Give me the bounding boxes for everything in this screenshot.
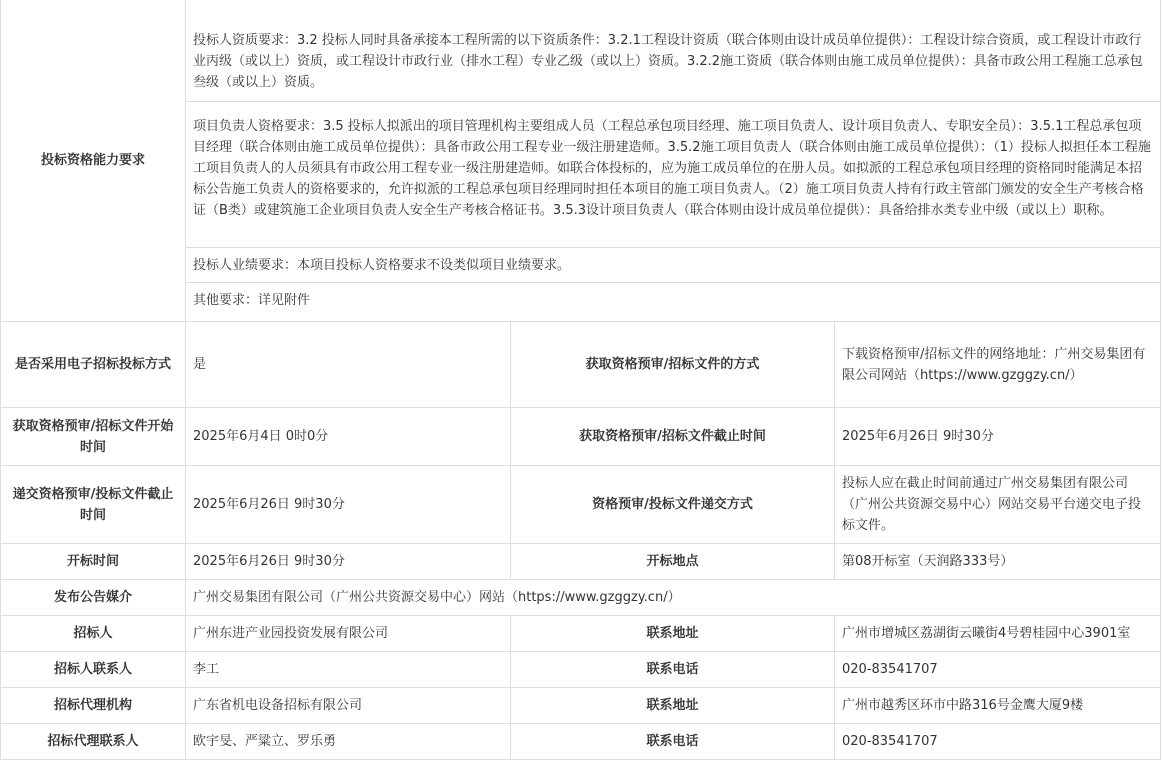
agency-phone-label: 联系电话 bbox=[511, 724, 835, 760]
tenderer-addr-value: 广州市增城区荔湖街云曦街4号碧桂园中心3901室 bbox=[835, 616, 1161, 652]
obtain-method-value: 下载资格预审/招标文件的网络地址：广州交易集团有限公司网站（https://www.gzggzy.cn/） bbox=[835, 322, 1161, 408]
agency-value: 广东省机电设备招标有限公司 bbox=[186, 688, 511, 724]
tenderer-addr-label: 联系地址 bbox=[511, 616, 835, 652]
agency-addr-label: 联系地址 bbox=[511, 688, 835, 724]
open-place-label: 开标地点 bbox=[511, 544, 835, 580]
submit-method-value: 投标人应在截止时间前通过广州交易集团有限公司（广州公共资源交易中心）网站交易平台递交电子投标文件。 bbox=[835, 466, 1161, 544]
media-value: 广州交易集团有限公司（广州公共资源交易中心）网站（https://www.gzggzy.cn/） bbox=[186, 580, 1161, 616]
pm-qual-text: 项目负责人资格要求：3.5 投标人拟派出的项目管理机构主要组成人员（工程总承包项目经理、施工项目负责人、设计项目负责人、专职安全员）：3.5.1工程总承包项目经理（联合体则由施工成员单位提供）：具备市政公用工程专业一级注册建造师。3.5.2施工项目负责人（联合体则由施工成员单位提供）：（1）投标人拟担任本工程施工项目负责人的人员须具有市政公用工程专业一级注册建造师。如联合体投标的，应为施工成员单位的在册人员。如拟派的工程总承包项目经理的资格同时能满足本招标公告施工负责人的资格要求的，允许拟派的工程总承包项目经理同时担任本项目的施工项目负责人。（2）施工项目负责人持有行政主管部门颁发的安全生产考核合格证（B类）或建筑施工企业项目负责人安全生产考核合格证书。3.5.3设计项目负责人（联合体则由设计成员单位提供）：具备给排水类专业中级（或以上）职称。 bbox=[193, 119, 1151, 218]
agency-phone-value: 020-83541707 bbox=[835, 724, 1161, 760]
qualification-content bbox=[186, 0, 1161, 322]
submit-deadline-label: 递交资格预审/投标文件截止时间 bbox=[1, 466, 186, 544]
qualification-row bbox=[1, 0, 1161, 322]
tenderer-contact-value: 李工 bbox=[186, 652, 511, 688]
performance-text: 投标人业绩要求：本项目投标人资格要求不设类似项目业绩要求。 bbox=[193, 258, 571, 273]
tenderer-contact-label: 招标人联系人 bbox=[1, 652, 186, 688]
open-time-value: 2025年6月26日 9时30分 bbox=[186, 544, 511, 580]
agency-row bbox=[1, 688, 1161, 724]
qualification-label: 投标资格能力要求 bbox=[1, 0, 186, 322]
obtain-method-label: 获取资格预审/招标文件的方式 bbox=[511, 322, 835, 408]
submit-deadline-value: 2025年6月26日 9时30分 bbox=[186, 466, 511, 544]
obtain-time-row bbox=[1, 408, 1161, 466]
agency-addr-value: 广州市越秀区环市中路316号金鹰大厦9楼 bbox=[835, 688, 1161, 724]
electronic-row bbox=[1, 322, 1161, 408]
tenderer-label: 招标人 bbox=[1, 616, 186, 652]
tenderer-value: 广州东进产业园投资发展有限公司 bbox=[186, 616, 511, 652]
other-req-text: 其他要求：详见附件 bbox=[193, 293, 311, 308]
obtain-start-value: 2025年6月4日 0时0分 bbox=[186, 408, 511, 466]
bidder-qual-block bbox=[186, 4, 1160, 102]
tenderer-contact-row bbox=[1, 652, 1161, 688]
obtain-end-value: 2025年6月26日 9时30分 bbox=[835, 408, 1161, 466]
submit-method-label: 资格预审/投标文件递交方式 bbox=[511, 466, 835, 544]
open-time-label: 开标时间 bbox=[1, 544, 186, 580]
tenderer-phone-value: 020-83541707 bbox=[835, 652, 1161, 688]
agency-contact-label: 招标代理联系人 bbox=[1, 724, 186, 760]
electronic-value: 是 bbox=[186, 322, 511, 408]
agency-contact-value: 欧宇旻、严粱立、罗乐勇 bbox=[186, 724, 511, 760]
agency-contact-row bbox=[1, 724, 1161, 760]
tenderer-row bbox=[1, 616, 1161, 652]
obtain-start-label: 获取资格预审/招标文件开始时间 bbox=[1, 408, 186, 466]
agency-label: 招标代理机构 bbox=[1, 688, 186, 724]
media-row bbox=[1, 580, 1161, 616]
electronic-label: 是否采用电子招标投标方式 bbox=[1, 322, 186, 408]
other-req-block bbox=[186, 283, 1160, 317]
bidder-qual-text: 投标人资质要求：3.2 投标人同时具备承接本工程所需的以下资质条件：3.2.1工程设计资质（联合体则由设计成员单位提供）：工程设计综合资质，或工程设计市政行业丙级（或以上）资质，或工程设计市政行业（排水工程）专业乙级（或以上）资质。3.2.2施工资质（联合体则由施工成员单位提供）：具备市政公用工程施工总承包叁级（或以上）资质。 bbox=[193, 33, 1143, 90]
obtain-end-label: 获取资格预审/招标文件截止时间 bbox=[511, 408, 835, 466]
media-label: 发布公告媒介 bbox=[1, 580, 186, 616]
performance-block bbox=[186, 248, 1160, 283]
pm-qual-block bbox=[186, 102, 1160, 248]
open-row bbox=[1, 544, 1161, 580]
submit-row bbox=[1, 466, 1161, 544]
open-place-value: 第08开标室（天润路333号） bbox=[835, 544, 1161, 580]
tenderer-phone-label: 联系电话 bbox=[511, 652, 835, 688]
